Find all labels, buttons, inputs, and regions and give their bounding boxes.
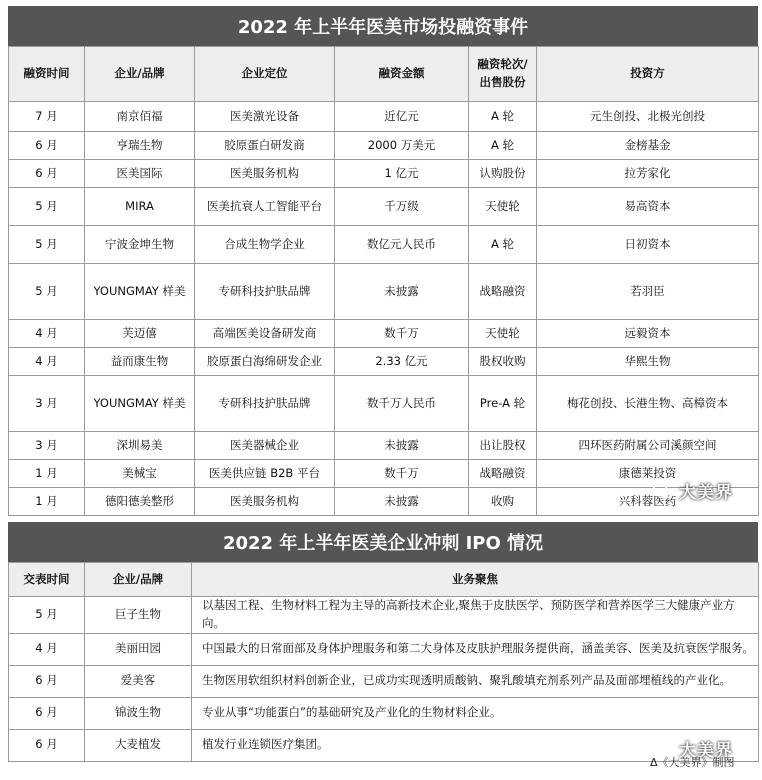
ipo-table [8, 562, 759, 762]
cell-amount: 未披露 [335, 432, 469, 460]
cell-investor: 拉芳家化 [537, 160, 759, 188]
cell-amount: 数千万 [335, 320, 469, 348]
header-cell: 融资轮次/出售股份 [469, 47, 537, 102]
table-row [9, 633, 759, 665]
cell-time: 4 月 [9, 348, 85, 376]
cell-position: 专研科技护肤品牌 [195, 376, 335, 432]
cell-position: 高端医美设备研发商 [195, 320, 335, 348]
cell-amount: 数千万人民币 [335, 376, 469, 432]
cell-position: 合成生物学企业 [195, 226, 335, 264]
header-cell: 投资方 [537, 47, 759, 102]
cell-company: YOUNGMAY 样美 [85, 376, 195, 432]
cell-company: 爱美客 [85, 665, 192, 697]
cell-position: 医美服务机构 [195, 160, 335, 188]
cell-round: 战略融资 [469, 460, 537, 488]
cell-position: 胶原蛋白研发商 [195, 132, 335, 160]
cell-company: 宁波金坤生物 [85, 226, 195, 264]
cell-time: 3 月 [9, 376, 85, 432]
table-row [9, 376, 759, 432]
financing-section [8, 6, 758, 516]
table-row [9, 697, 759, 729]
cell-focus: 专业从事“功能蛋白”的基础研究及产业化的生物材料企业。 [192, 697, 759, 729]
watermark-top [652, 478, 733, 503]
watermark-text: 大美界 [679, 741, 733, 761]
cell-time: 5 月 [9, 597, 85, 634]
ipo-title: 2022 年上半年医美企业冲刺 IPO 情况 [8, 522, 758, 562]
cell-company: 益而康生物 [85, 348, 195, 376]
cell-company: 医美国际 [85, 160, 195, 188]
cell-time: 4 月 [9, 320, 85, 348]
cell-amount: 数千万 [335, 460, 469, 488]
ipo-section [8, 522, 758, 762]
table-row [9, 432, 759, 460]
cell-company: YOUNGMAY 样美 [85, 264, 195, 320]
cell-position: 医美供应链 B2B 平台 [195, 460, 335, 488]
cell-investor: 四环医药附属公司溪颜空间 [537, 432, 759, 460]
cell-amount: 未披露 [335, 264, 469, 320]
cell-position: 医美服务机构 [195, 488, 335, 516]
cell-company: 巨子生物 [85, 597, 192, 634]
cell-investor: 元生创投、北极光创投 [537, 102, 759, 132]
cell-company: MIRA [85, 188, 195, 226]
table-row [9, 460, 759, 488]
cell-focus: 植发行业连锁医疗集团。 [192, 729, 759, 761]
cell-time: 6 月 [9, 132, 85, 160]
cell-round: 天使轮 [469, 320, 537, 348]
cell-time: 1 月 [9, 460, 85, 488]
header-cell: 融资时间 [9, 47, 85, 102]
cell-company: 美丽田园 [85, 633, 192, 665]
cell-amount: 1 亿元 [335, 160, 469, 188]
cell-round: A 轮 [469, 132, 537, 160]
table-row [9, 160, 759, 188]
cell-focus: 中国最大的日常面部及身体护理服务和第二大身体及皮肤护理服务提供商，涵盖美容、医美及抗衰医学服务。 [192, 633, 759, 665]
table-row [9, 597, 759, 634]
cell-investor: 易高资本 [537, 188, 759, 226]
cell-company: 深圳易美 [85, 432, 195, 460]
table-row [9, 132, 759, 160]
cell-round: A 轮 [469, 226, 537, 264]
table-row [9, 320, 759, 348]
cell-investor: 金榜基金 [537, 132, 759, 160]
cell-round: Pre-A 轮 [469, 376, 537, 432]
cell-round: 股权收购 [469, 348, 537, 376]
cell-company: 芙迈僖 [85, 320, 195, 348]
header-cell: 交表时间 [9, 563, 85, 597]
header-cell: 企业/品牌 [85, 563, 192, 597]
cell-time: 6 月 [9, 160, 85, 188]
cell-round: 天使轮 [469, 188, 537, 226]
cell-amount: 2000 万美元 [335, 132, 469, 160]
cell-company: 美械宝 [85, 460, 195, 488]
cell-time: 5 月 [9, 188, 85, 226]
table-row [9, 665, 759, 697]
header-cell: 企业/品牌 [85, 47, 195, 102]
cell-investor: 华熙生物 [537, 348, 759, 376]
cell-time: 5 月 [9, 226, 85, 264]
header-cell: 企业定位 [195, 47, 335, 102]
cell-position: 医美激光设备 [195, 102, 335, 132]
ipo-header-row [9, 563, 759, 597]
cell-round: 认购股份 [469, 160, 537, 188]
wechat-icon [652, 483, 674, 499]
cell-position: 胶原蛋白海绵研发企业 [195, 348, 335, 376]
cell-round: 收购 [469, 488, 537, 516]
cell-time: 3 月 [9, 432, 85, 460]
cell-investor: 梅花创投、长港生物、高樟资本 [537, 376, 759, 432]
table-row [9, 729, 759, 761]
cell-amount: 未披露 [335, 488, 469, 516]
table-row [9, 188, 759, 226]
cell-time: 6 月 [9, 665, 85, 697]
header-cell: 业务聚焦 [192, 563, 759, 597]
cell-round: 战略融资 [469, 264, 537, 320]
cell-company: 南京佰福 [85, 102, 195, 132]
cell-company: 德阳德美整形 [85, 488, 195, 516]
cell-time: 5 月 [9, 264, 85, 320]
watermark-text: 大美界 [679, 483, 733, 503]
table-row [9, 488, 759, 516]
cell-investor: 日初资本 [537, 226, 759, 264]
cell-amount: 近亿元 [335, 102, 469, 132]
table-row [9, 264, 759, 320]
cell-company: 锦波生物 [85, 697, 192, 729]
cell-round: 出让股权 [469, 432, 537, 460]
cell-focus: 生物医用软组织材料创新企业，已成功实现透明质酸钠、聚乳酸填充剂系列产品及面部埋植线的产业化。 [192, 665, 759, 697]
cell-position: 医美器械企业 [195, 432, 335, 460]
table-row [9, 226, 759, 264]
cell-time: 6 月 [9, 729, 85, 761]
cell-amount: 2.33 亿元 [335, 348, 469, 376]
financing-header-row [9, 47, 759, 102]
cell-investor: 若羽臣 [537, 264, 759, 320]
financing-table [8, 46, 759, 516]
cell-company: 大麦植发 [85, 729, 192, 761]
financing-title: 2022 年上半年医美市场投融资事件 [8, 6, 758, 46]
cell-amount: 千万级 [335, 188, 469, 226]
cell-time: 1 月 [9, 488, 85, 516]
table-row [9, 348, 759, 376]
table-row [9, 102, 759, 132]
cell-investor: 远毅资本 [537, 320, 759, 348]
credit-text: Δ《大美界》制图 [650, 756, 735, 769]
cell-position: 医美抗衰人工智能平台 [195, 188, 335, 226]
cell-investor: 康德莱投资 [537, 460, 759, 488]
cell-investor: 兴科蓉医药 [537, 488, 759, 516]
cell-focus: 以基因工程、生物材料工程为主导的高新技术企业,聚焦于皮肤医学、预防医学和营养医学三大健康产业方向。 [192, 597, 759, 634]
cell-position: 专研科技护肤品牌 [195, 264, 335, 320]
header-cell: 融资金额 [335, 47, 469, 102]
cell-time: 4 月 [9, 633, 85, 665]
cell-time: 6 月 [9, 697, 85, 729]
cell-amount: 数亿元人民币 [335, 226, 469, 264]
cell-time: 7 月 [9, 102, 85, 132]
cell-round: A 轮 [469, 102, 537, 132]
cell-company: 亨瑞生物 [85, 132, 195, 160]
